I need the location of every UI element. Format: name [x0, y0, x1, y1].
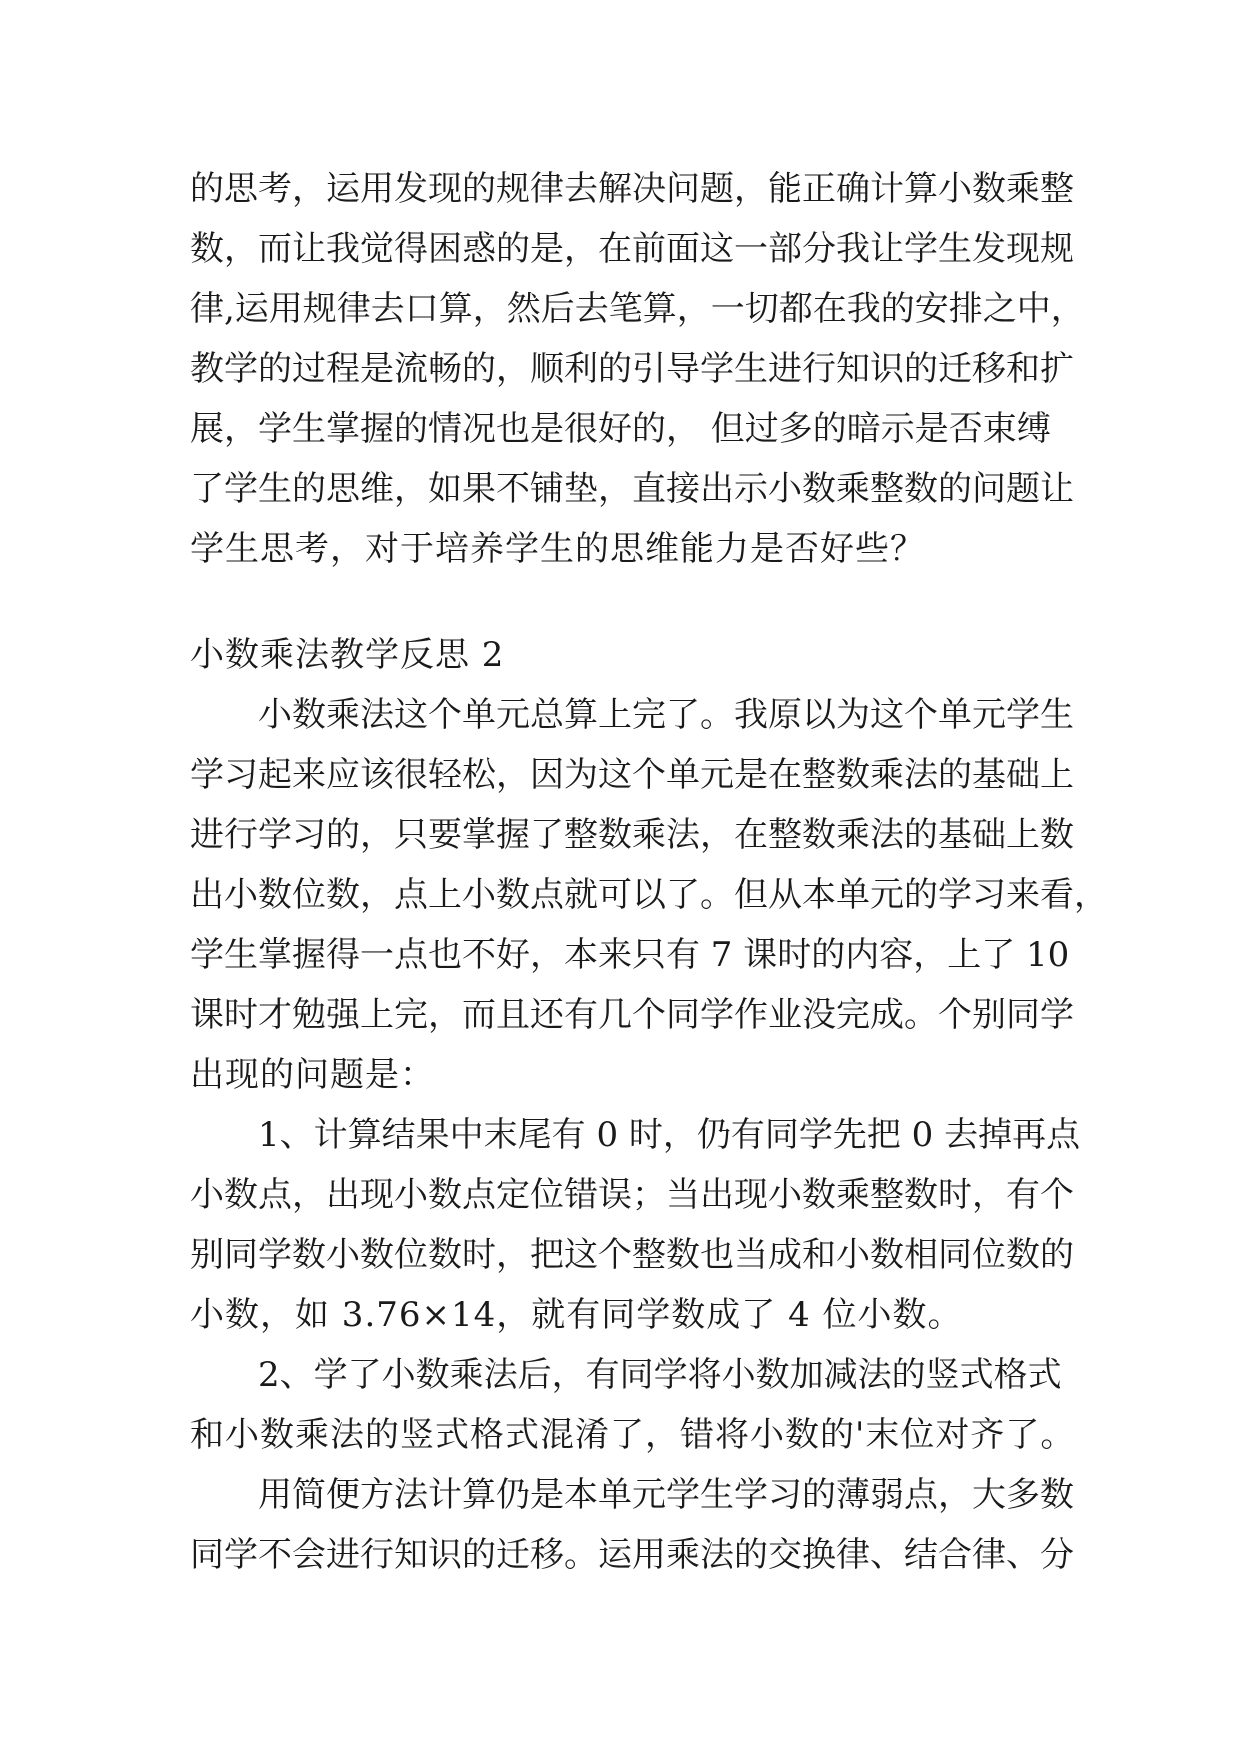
paragraph-line: 数，而让我觉得困惑的是，在前面这一部分我让学生发现规	[190, 229, 1074, 269]
paragraph-line: 进行学习的，只要掌握了整数乘法，在整数乘法的基础上数	[190, 815, 1074, 855]
list-item-line: 小数点，出现小数点定位错误；当出现小数乘整数时，有个	[190, 1175, 1074, 1215]
paragraph-line: 出现的问题是：	[190, 1055, 435, 1095]
paragraph-line: 同学不会进行知识的迁移。运用乘法的交换律、结合律、分	[190, 1535, 1074, 1575]
paragraph-line: 学生思考，对于培养学生的思维能力是否好些？	[190, 529, 925, 569]
list-item-line: 小数，如 3.76×14，就有同学数成了 4 位小数。	[190, 1295, 963, 1335]
paragraph-line: 出小数位数，点上小数点就可以了。但从本单元的学习来看，	[190, 875, 1108, 915]
section-title: 小数乘法教学反思 2	[190, 635, 505, 675]
paragraph-line: 的思考，运用发现的规律去解决问题，能正确计算小数乘整	[190, 169, 1074, 209]
list-item-line: 1、计算结果中末尾有 0 时，仍有同学先把 0 去掉再点	[258, 1115, 1081, 1155]
paragraph-line: 小数乘法这个单元总算上完了。我原以为这个单元学生	[258, 695, 1074, 735]
paragraph-line: 了学生的思维，如果不铺垫，直接出示小数乘整数的问题让	[190, 469, 1074, 509]
paragraph-line: 律,运用规律去口算，然后去笔算，一切都在我的安排之中，	[190, 289, 1085, 329]
list-item-line: 和小数乘法的竖式格式混淆了，错将小数的'末位对齐了。	[190, 1415, 1076, 1455]
paragraph-line: 学生掌握得一点也不好，本来只有 7 课时的内容，上了 10	[190, 935, 1070, 975]
paragraph-line: 学习起来应该很轻松，因为这个单元是在整数乘法的基础上	[190, 755, 1074, 795]
list-item-line: 别同学数小数位数时，把这个整数也当成和小数相同位数的	[190, 1235, 1074, 1275]
list-item-line: 2、学了小数乘法后，有同学将小数加减法的竖式格式	[258, 1355, 1062, 1395]
paragraph-line: 展，学生掌握的情况也是很好的， 但过多的暗示是否束缚	[190, 409, 1051, 449]
paragraph-line: 教学的过程是流畅的，顺利的引导学生进行知识的迁移和扩	[190, 349, 1074, 389]
paragraph-line: 用简便方法计算仍是本单元学生学习的薄弱点，大多数	[258, 1475, 1074, 1515]
paragraph-line: 课时才勉强上完，而且还有几个同学作业没完成。个别同学	[190, 995, 1074, 1035]
